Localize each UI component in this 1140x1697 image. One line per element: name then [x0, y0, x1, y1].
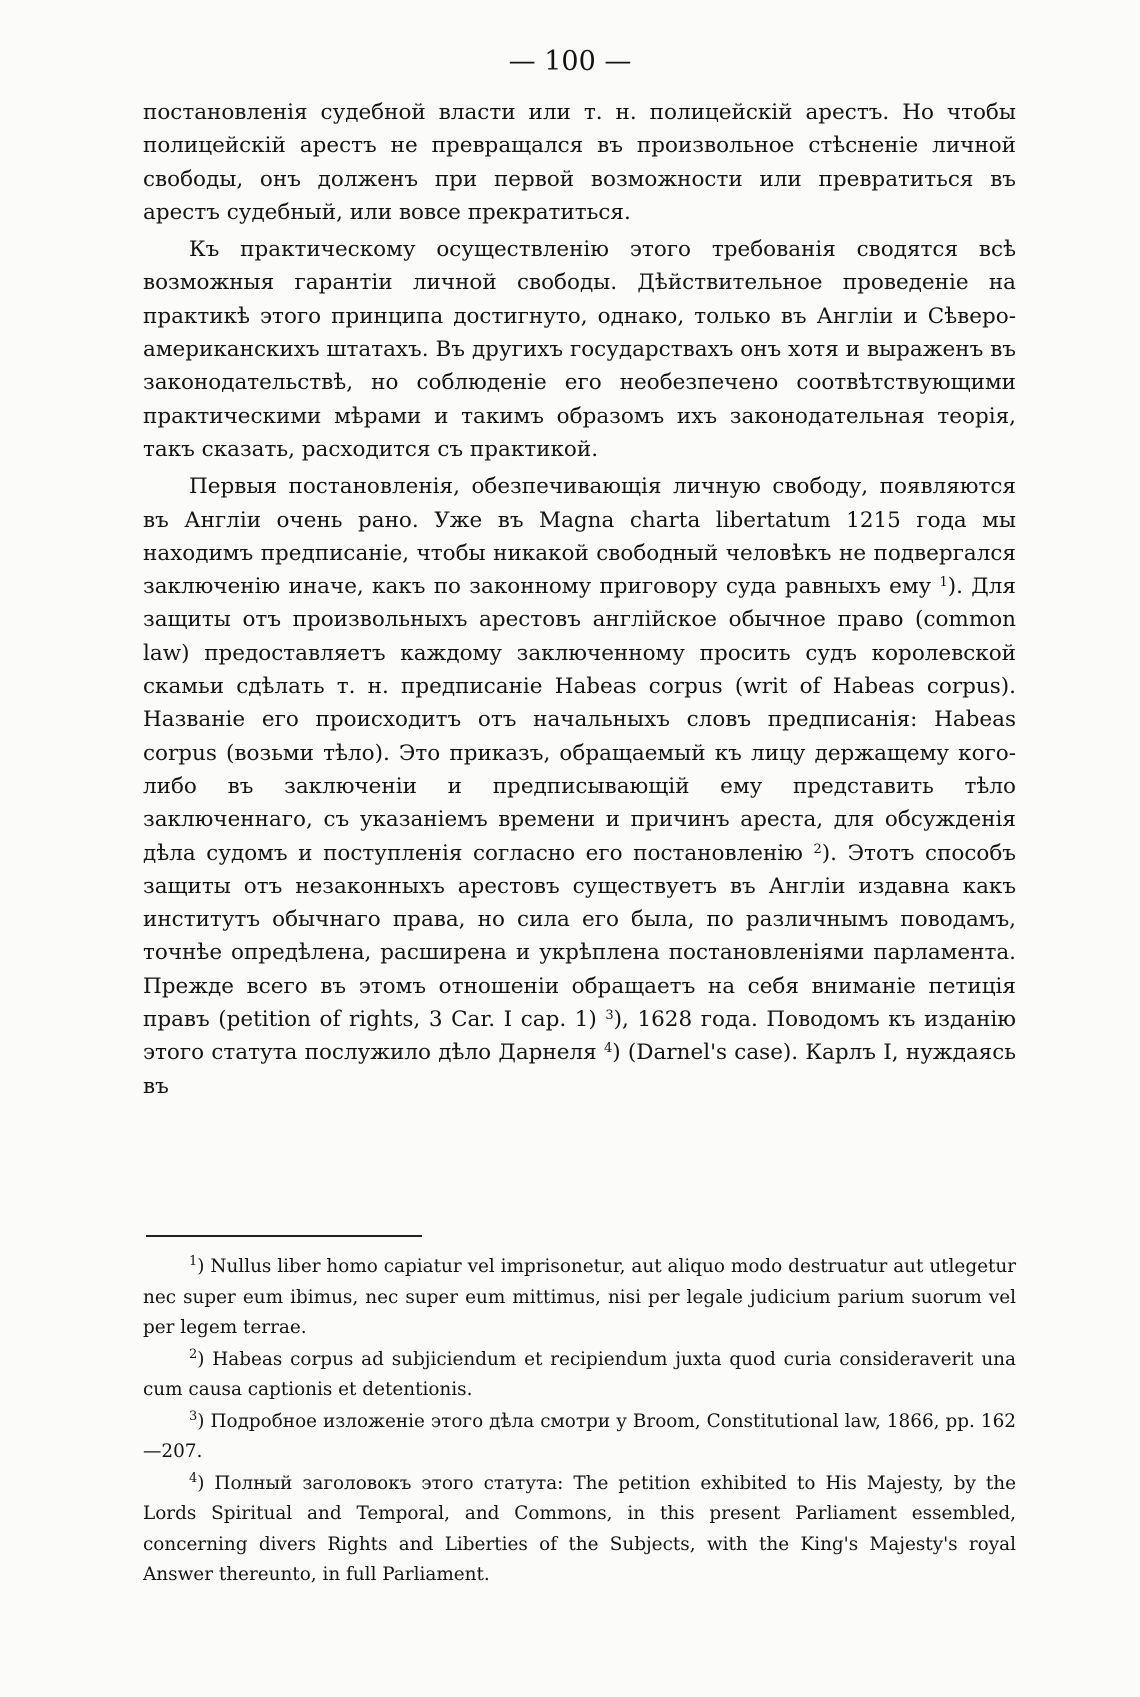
paragraph-guarantees: Къ практическому осуществленію этого требованія сводятся всѣ возможныя гарантіи личной свободы. Дѣйствительное проведеніе на практикѣ этого принципа достигнуто, однако, только въ Англіи и Сѣверо-американскихъ штатахъ. Въ другихъ государствахъ онъ хотя и выраженъ въ законодательствѣ, но соблюденіе его необезпечено соотвѣтствующими практическими мѣрами и такимъ образомъ ихъ законодательная теорія, такъ сказать, расходится съ практикой.	[143, 237, 1016, 462]
paragraph-text: ). Этотъ способъ защиты отъ незаконныхъ арестовъ существуетъ въ Англіи издавна какъ институтъ обычнаго права, но сила его была, по различнымъ поводамъ, точнѣе опредѣлена, расширена и укрѣплена постановленіями парламента. Прежде всего въ этомъ отношеніи обращаетъ на себя вниманіе петиція правъ (petition of rights, 3 Car. I cap. 1)	[143, 840, 1016, 1033]
footnote-text: ) Nullus liber homo capiatur vel imprisonetur, aut aliquo modo destruatur aut utlegetur nec super eum ibimus, nec super eum mittimus, nisi per legale judicium parium suorum vel per legem terrae.	[143, 1256, 1016, 1338]
footnote-mark: 2	[189, 1346, 198, 1362]
main-text	[143, 96, 1016, 1103]
footnote-3	[143, 1407, 1016, 1468]
footnote-2	[143, 1345, 1016, 1406]
footnote-text: ) Habeas corpus ad subjiciendum et recipiendum juxta quod curia consideraverit una cum causa captionis et detentionis.	[143, 1348, 1016, 1400]
footnotes	[143, 1252, 1016, 1591]
paragraph-habeas-corpus	[143, 470, 1016, 1103]
footnote-text: ) Полный заголовокъ этого статута: The petition exhibited to His Majesty, by the Lords Spiritual and Temporal, and Commons, in this present Parliament essembled, concerning divers Rights and Liberties of the Subjects, with the King's Majesty's royal Answer thereunto, in full Parliament.	[143, 1472, 1016, 1585]
footnote-ref-1[interactable]: 1	[939, 575, 948, 591]
footnote-ref-4[interactable]: 4	[603, 1041, 613, 1057]
paragraph-text: ). Для защиты отъ произвольныхъ арестовъ англійское обычное право (common law) предоставляетъ каждому заключенному просить судъ королевской скамьи сдѣлать т. н. предписаніе Habeas corpus (writ of Habeas corpus). Названіе его происходитъ отъ начальныхъ словъ предписанія: Habeas corpus (возьми тѣло). Это приказъ, обращаемый къ лицу держащему кого-либо въ заключеніи и предписывающій ему представить тѣло заключеннаго, съ указаніемъ времени и причинъ ареста, для обсужденія дѣла судомъ и поступленія согласно его постановленію	[143, 574, 1016, 866]
footnote-divider	[146, 1235, 422, 1237]
footnote-mark: 1	[189, 1254, 198, 1269]
page-number: — 100 —	[508, 46, 632, 77]
paragraph-continued: постановленія судебной власти или т. н. полицейскій арестъ. Но чтобы полицейскій арестъ не превращался въ произвольное стѣсненіе личной свободы, онъ долженъ при первой возможности или превратиться въ арестъ судебный, или вовсе прекратиться.	[143, 100, 1016, 225]
footnote-4	[143, 1469, 1016, 1591]
paragraph-text: Первыя постановленія, обезпечивающія личную свободу, появляются въ Англіи очень рано. Уже въ Magna charta libertatum 1215 года мы находимъ предписаніе, чтобы никакой свободный человѣкъ не подвергался заключенію иначе, какъ по законному приговору суда равныхъ ему	[143, 474, 1016, 600]
footnote-ref-2[interactable]: 2	[813, 841, 822, 857]
paragraph-text: ), 1628 года. Поводомъ къ изданію этого статута послужило дѣло Дарнеля	[143, 1007, 1016, 1066]
footnote-text: ) Подробное изложеніе этого дѣла смотри у Broom, Constitutional law, 1866, pp. 162—207.	[143, 1410, 1016, 1462]
footnote-mark: 3	[189, 1408, 198, 1424]
footnote-ref-3[interactable]: 3	[605, 1008, 614, 1024]
paragraph-text: ) (Darnel's case). Карлъ I, нуждаясь въ	[143, 1040, 1016, 1099]
footnote-1	[143, 1252, 1016, 1344]
footnote-mark: 4	[189, 1470, 198, 1486]
